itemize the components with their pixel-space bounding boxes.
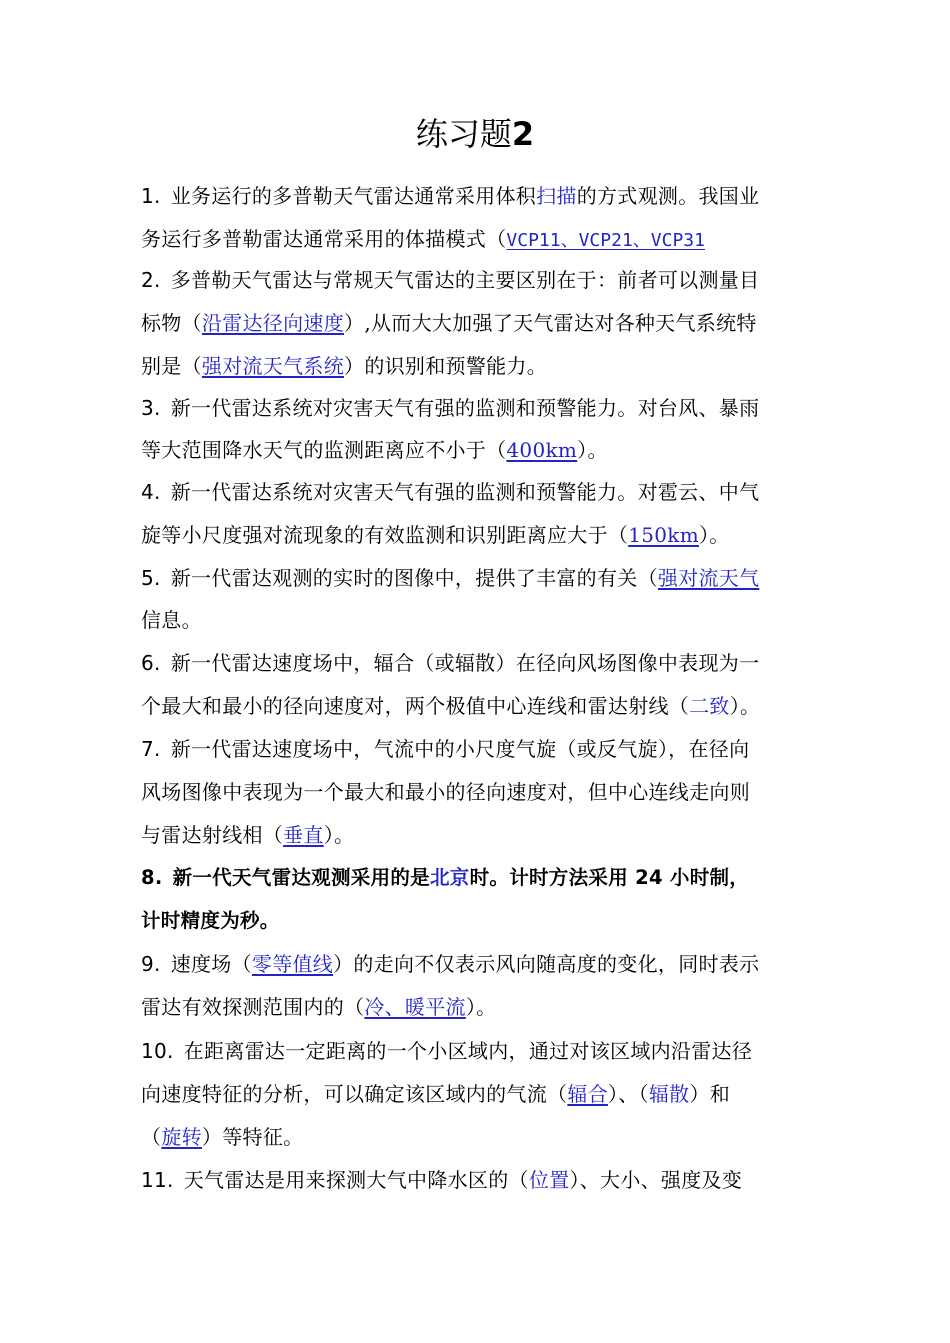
question-6-line-1 [141, 649, 821, 677]
question-text: 的方式观测。我国业 [576, 184, 760, 208]
answer-link[interactable]: 强对流天气系统 [201, 354, 345, 378]
answer-link[interactable]: 冷、暖平流 [364, 995, 466, 1019]
question-9-line-2 [141, 993, 821, 1021]
question-text: 个最大和最小的径向速度对，两个极值中心连线和雷达射线（ [141, 694, 690, 718]
answer: 辐散 [648, 1082, 690, 1106]
question-3-line-1 [141, 394, 821, 422]
question-10-line-1 [141, 1037, 821, 1065]
question-text: 风场图像中表现为一个最大和最小的径向速度对，但中心连线走向则 [141, 780, 750, 804]
question-text: 新一代雷达系统对灾害天气有强的监测和预警能力。对台风、暴雨 [170, 396, 760, 420]
question-text: 新一代雷达速度场中，辐合（或辐散）在径向风场图像中表现为一 [170, 651, 760, 675]
question-text: 旋等小尺度强对流现象的有效监测和识别距离应大于（ [141, 523, 629, 547]
question-2-line-2 [141, 309, 821, 337]
question-text: 速度场（ [170, 952, 252, 976]
answer-link[interactable]: 150km [628, 523, 699, 547]
question-text: 信息。 [141, 608, 202, 632]
answer: 位置 [528, 1168, 570, 1192]
answer-link[interactable]: VCP11、VCP21、VCP31 [506, 230, 705, 251]
question-number: 9. [141, 952, 161, 976]
question-text: ）的识别和预警能力。 [344, 354, 548, 378]
question-text: ）,从而大大加强了天气雷达对各种天气系统特 [344, 311, 757, 335]
question-2-line-1 [141, 266, 821, 294]
question-text: ）。 [729, 694, 761, 718]
question-text: ）。 [698, 523, 730, 547]
question-text: ）、大小、强度及变 [569, 1168, 743, 1192]
answer: 扫描 [536, 184, 577, 208]
answer: 北京 [429, 866, 470, 889]
question-11-line-1 [141, 1166, 821, 1194]
question-8-line-2 [141, 907, 821, 935]
question-text: 新一代天气雷达观测采用的是 [172, 866, 430, 889]
question-7-line-3 [141, 821, 821, 849]
question-text: 别是（ [141, 354, 202, 378]
question-text: 业务运行的多普勒天气雷达通常采用体积 [170, 184, 537, 208]
question-6-line-2 [141, 692, 821, 720]
question-number: 3. [141, 396, 161, 420]
question-10-line-2 [141, 1080, 821, 1108]
answer-link[interactable]: 沿雷达径向速度 [201, 311, 345, 335]
question-text: 在距离雷达一定距离的一个小区域内，通过对该区域内沿雷达径 [183, 1039, 753, 1063]
question-7-line-1 [141, 735, 821, 763]
question-text: ）。 [465, 995, 497, 1019]
answer-link[interactable]: 辐合 [567, 1082, 608, 1106]
question-text: ）。 [577, 438, 608, 462]
question-number: 10. [141, 1039, 174, 1063]
question-number: 5. [141, 566, 161, 590]
question-number: 11. [141, 1168, 174, 1192]
question-text: 新一代雷达观测的实时的图像中，提供了丰富的有关（ [170, 566, 658, 590]
page-title [0, 112, 950, 156]
title-text: 练习题 [415, 115, 512, 153]
question-3-line-2 [141, 436, 821, 464]
question-7-line-2 [141, 778, 821, 806]
question-text: 向速度特征的分析，可以确定该区域内的气流（ [141, 1082, 568, 1106]
question-number: 7. [141, 737, 161, 761]
question-text: 务运行多普勒雷达通常采用的体描模式（ [141, 227, 507, 251]
title-number: 2 [511, 115, 535, 153]
answer-link[interactable]: 垂直 [283, 823, 324, 847]
question-text: 等大范围降水天气的监测距离应不小于（ [141, 438, 507, 462]
question-text: 雷达有效探测范围内的（ [141, 995, 365, 1019]
answer-link[interactable]: 旋转 [161, 1125, 202, 1149]
question-text: 天气雷达是用来探测大气中降水区的（ [183, 1168, 529, 1192]
question-number: 8. [141, 866, 163, 889]
question-5-line-1 [141, 564, 821, 592]
question-text: ）。 [323, 823, 355, 847]
question-number: 6. [141, 651, 161, 675]
question-text: 时。计时方法采用 24 小时制， [469, 866, 750, 889]
question-text: ）、（ [607, 1082, 649, 1106]
question-text: 与雷达射线相（ [141, 823, 284, 847]
question-text: 新一代雷达系统对灾害天气有强的监测和预警能力。对雹云、中气 [170, 480, 760, 504]
question-text: 新一代雷达速度场中，气流中的小尺度气旋（或反气旋），在径向 [170, 737, 750, 761]
question-8-line-1 [141, 864, 821, 892]
question-text: ）的走向不仅表示风向随高度的变化，同时表示 [333, 952, 760, 976]
question-4-line-1 [141, 478, 821, 506]
question-2-line-3 [141, 352, 821, 380]
answer-link[interactable]: 零等值线 [251, 952, 334, 976]
answer-link[interactable]: 强对流天气 [657, 566, 760, 590]
question-5-line-2 [141, 606, 821, 634]
question-text: ）等特征。 [201, 1125, 304, 1149]
answer: 二致 [689, 694, 730, 718]
question-text: （ [141, 1125, 162, 1149]
question-number: 2. [141, 268, 161, 292]
question-4-line-2 [141, 521, 821, 549]
question-number: 4. [141, 480, 161, 504]
question-text: ）和 [689, 1082, 731, 1106]
question-number: 1. [141, 184, 161, 208]
question-10-line-3 [141, 1123, 821, 1151]
question-1-line-2 [141, 225, 821, 255]
question-text: 标物（ [141, 311, 202, 335]
question-9-line-1 [141, 950, 821, 978]
question-text: 计时精度为秒。 [141, 909, 280, 932]
answer-link[interactable]: 400km [506, 438, 578, 462]
question-1-line-1 [141, 182, 821, 210]
question-text: 多普勒天气雷达与常规天气雷达的主要区别在于：前者可以测量目 [170, 268, 760, 292]
